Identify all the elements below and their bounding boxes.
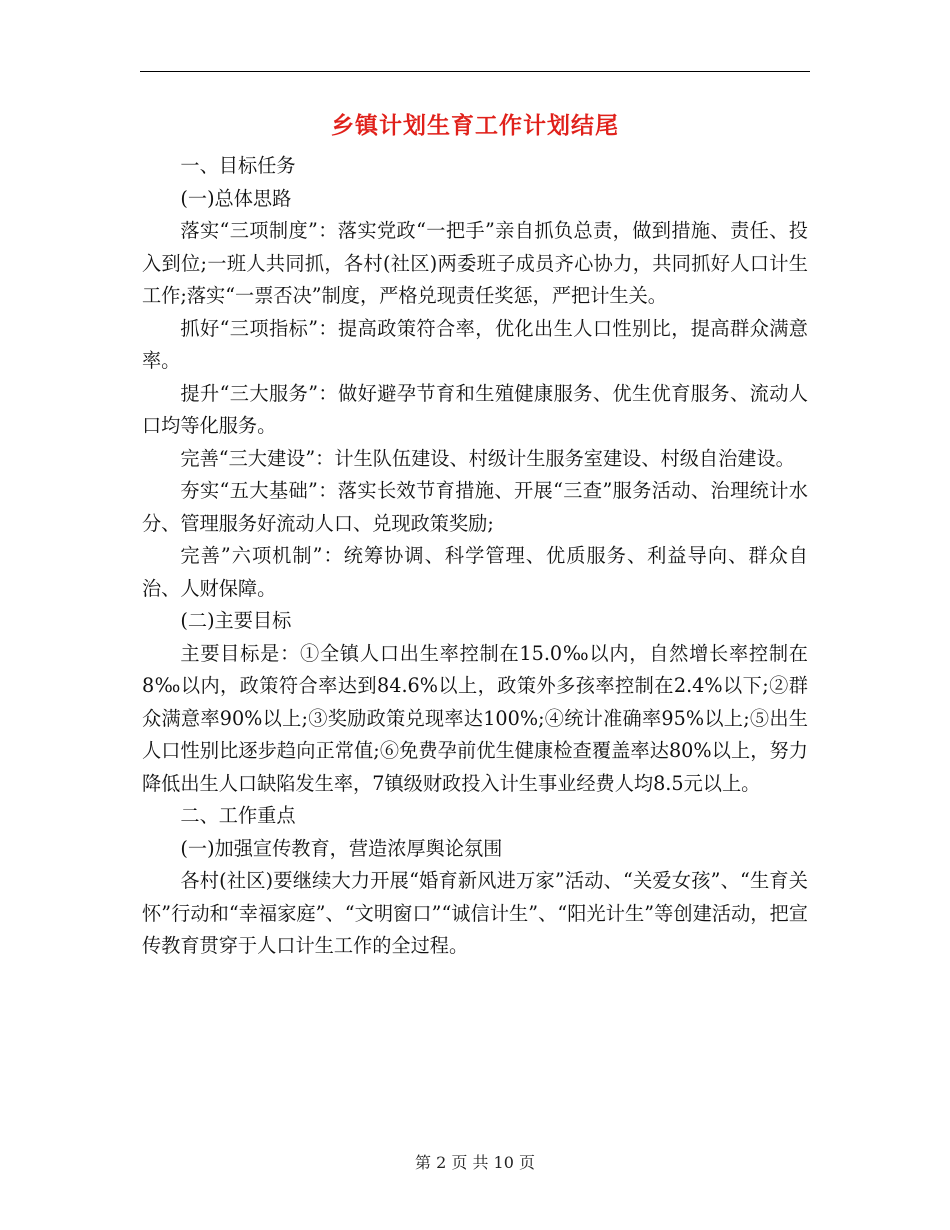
subheading-overall-approach: (一)总体思路 [180, 186, 292, 210]
paragraph-three-services: 提升“三大服务”：做好避孕节育和生殖健康服务、优生优育服务、流动人口均等化服务。 [142, 381, 808, 437]
page-footer: 第 2 页 共 10 页 [415, 1153, 535, 1172]
section-heading-key-work: 二、工作重点 [180, 804, 296, 827]
paragraph-publicity: 各村(社区)要继续大力开展“婚育新风进万家”活动、“关爱女孩”、“生育关怀”行动和“幸福家庭”、“文明窗口”“诚信计生”、“阳光计生”等创建活动，把宣传教育贯穿于人口计生工作的全过程。 [142, 869, 808, 957]
paragraph-three-indicators: 抓好“三项指标”：提高政策符合率，优化出生人口性别比，提高群众满意率。 [142, 316, 808, 372]
paragraph-main-goals: 主要目标是：①全镇人口出生率控制在15.0‰以内，自然增长率控制在8‰以内，政策符合率达到84.6%以上，政策外多孩率控制在2.4%以下;②群众满意率90%以上;③奖励政策兑现率达100%;④统计准确率95%以上;⑤出生人口性别比逐步趋向正常值;⑥免费孕前优生健康检查覆盖率达80%以上，努力降低出生人口缺陷发生率，7镇级财政投入计生事业经费人均8.5元以上。 [142, 641, 808, 795]
paragraph-five-foundations: 夯实“五大基础”：落实长效节育措施、开展“三查”服务活动、治理统计水分、管理服务好流动人口、兑现政策奖励; [142, 479, 808, 535]
document-body [142, 150, 808, 963]
document-title: 乡镇计划生育工作计划结尾 [331, 113, 619, 139]
paragraph-three-constructions: 完善“三大建设”：计生队伍建设、村级计生服务室建设、村级自治建设。 [180, 446, 795, 470]
paragraph-three-systems: 落实“三项制度”：落实党政“一把手”亲自抓负总责，做到措施、责任、投入到位;一班人共同抓，各村(社区)两委班子成员齐心协力，共同抓好人口计生工作;落实“一票否决”制度，严格兑现责任奖惩，严把计生关。 [142, 219, 808, 307]
header-rule [140, 71, 810, 72]
subheading-publicity: (一)加强宣传教育，营造浓厚舆论氛围 [180, 836, 503, 860]
section-heading-targets: 一、目标任务 [180, 154, 296, 177]
subheading-main-goals: (二)主要目标 [180, 609, 292, 632]
paragraph-six-mechanisms: 完善”六项机制”：统筹协调、科学管理、优质服务、利益导向、群众自治、人财保障。 [142, 544, 808, 600]
